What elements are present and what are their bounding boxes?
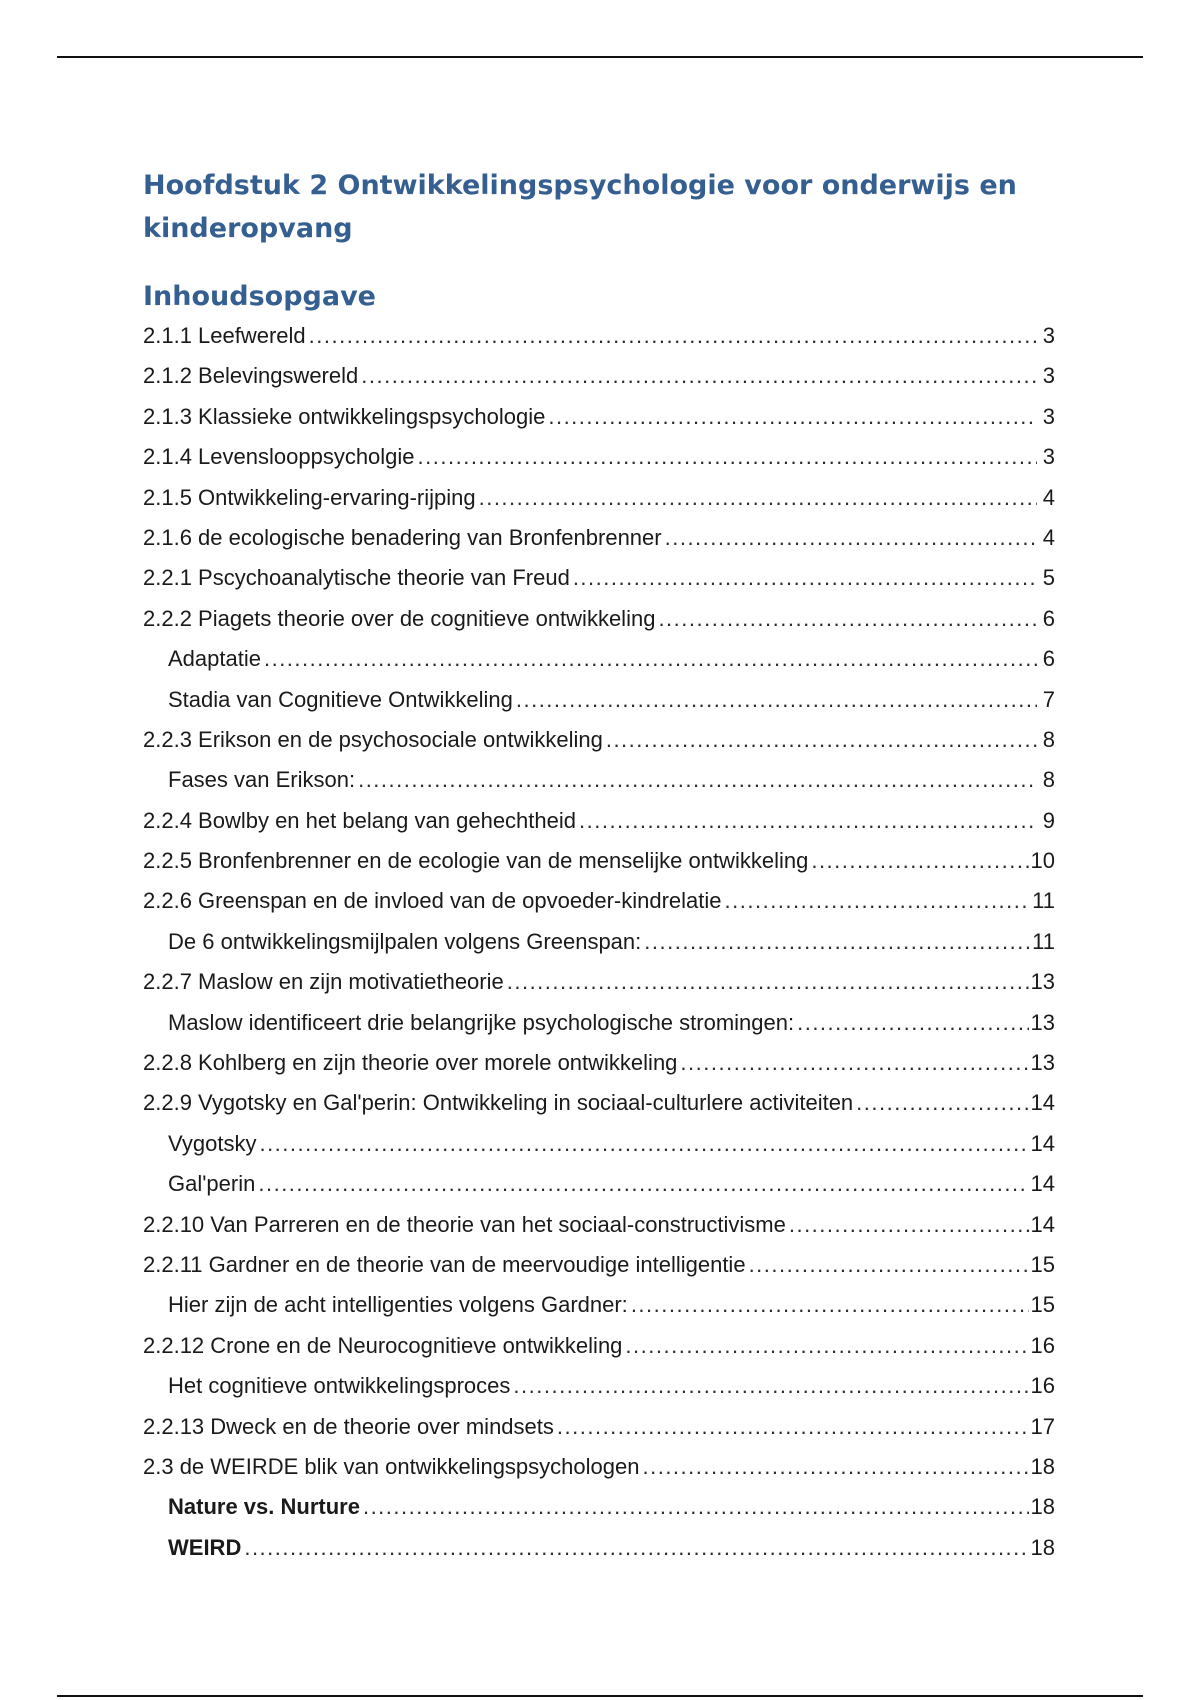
toc-entry[interactable] <box>143 1487 1055 1527</box>
toc-entry[interactable] <box>143 518 1055 558</box>
toc-entry-label: 2.1.1 Leefwereld <box>143 323 306 348</box>
toc-dot-leader <box>658 599 1037 639</box>
toc-dot-leader <box>797 1003 1028 1043</box>
toc-page-number: 13 <box>1030 969 1055 995</box>
toc-entry-label: Het cognitieve ontwikkelingsproces <box>168 1373 511 1399</box>
toc-entry[interactable] <box>143 316 1055 356</box>
toc-entry[interactable] <box>143 801 1055 841</box>
header-rule <box>57 56 1143 58</box>
toc-page-number: 13 <box>1030 1009 1055 1035</box>
toc-entry[interactable] <box>143 922 1055 962</box>
toc-page-number: 11 <box>1032 928 1055 954</box>
toc-entry[interactable] <box>143 1124 1055 1164</box>
toc-dot-leader <box>811 841 1028 881</box>
toc-dot-leader <box>309 316 1037 356</box>
toc-entry[interactable] <box>143 1407 1055 1447</box>
toc-entry-label: 2.2.11 Gardner en de theorie van de meervoudige intelligentie <box>143 1251 746 1277</box>
toc-dot-leader <box>625 1326 1028 1366</box>
toc-entry-label: Gal'perin <box>168 1171 256 1197</box>
toc-page-number: 3 <box>1042 363 1055 389</box>
toc-page-number: 16 <box>1030 1373 1055 1399</box>
toc-page-number: 3 <box>1042 444 1055 470</box>
toc-dot-leader <box>548 397 1037 437</box>
toc-dot-leader <box>513 1366 1028 1406</box>
toc-entry-label: 2.2.7 Maslow en zijn motivatietheorie <box>143 969 504 995</box>
toc-entry-label: 2.2.8 Kohlberg en zijn theorie over morele ontwikkeling <box>143 1050 678 1076</box>
toc-page-number: 4 <box>1042 484 1055 510</box>
toc-dot-leader <box>579 801 1037 841</box>
toc-dot-leader <box>259 1124 1028 1164</box>
toc-entry[interactable] <box>143 680 1055 720</box>
toc-entry[interactable] <box>143 1366 1055 1406</box>
toc-dot-leader <box>418 437 1037 477</box>
toc-dot-leader <box>557 1407 1029 1447</box>
toc-entry[interactable] <box>143 558 1055 598</box>
toc-entry-label: 2.2.13 Dweck en de theorie over mindsets <box>143 1413 554 1439</box>
toc-dot-leader <box>258 1164 1028 1204</box>
toc-entry-label: De 6 ontwikkelingsmijlpalen volgens Greenspan: <box>168 928 642 954</box>
toc-page-number: 17 <box>1030 1413 1055 1439</box>
toc-entry[interactable] <box>143 1447 1055 1487</box>
chapter-title: Hoofdstuk 2 Ontwikkelingspsychologie voor onderwijs en kinderopvang <box>143 170 1017 244</box>
toc-entry-label: Adaptatie <box>168 646 261 672</box>
toc-entry-label: Hier zijn de acht intelligenties volgens Gardner: <box>168 1292 628 1318</box>
toc-entry-label: Stadia van Cognitieve Ontwikkeling <box>168 686 513 712</box>
toc-entry-label: 2.1.5 Ontwikkeling-ervaring-rijping <box>143 484 476 510</box>
toc-entry[interactable] <box>143 478 1055 518</box>
footer-rule <box>57 1695 1143 1697</box>
toc-entry[interactable] <box>143 881 1055 921</box>
toc-page-number: 4 <box>1042 524 1055 550</box>
toc-entry-label: 2.2.2 Piagets theorie over de cognitieve ontwikkeling <box>143 605 656 631</box>
toc-dot-leader <box>264 639 1037 679</box>
toc-page-number: 5 <box>1042 565 1055 591</box>
toc-entry[interactable] <box>143 841 1055 881</box>
toc-entry[interactable] <box>143 720 1055 760</box>
toc-page-number: 16 <box>1030 1332 1055 1358</box>
toc-dot-leader <box>856 1083 1028 1123</box>
toc-entry-label: 2.2.1 Pscychoanalytische theorie van Freud <box>143 565 570 591</box>
toc-entry[interactable] <box>143 760 1055 800</box>
toc-dot-leader <box>507 962 1029 1002</box>
toc-entry-label: 2.1.6 de ecologische benadering van Bronfenbrenner <box>143 524 662 550</box>
toc-page-number: 14 <box>1030 1130 1055 1156</box>
toc-page-number: 18 <box>1030 1534 1055 1560</box>
toc-dot-leader <box>725 881 1031 921</box>
toc-entry[interactable] <box>143 962 1055 1002</box>
toc-entry-label: 2.2.3 Erikson en de psychosociale ontwikkeling <box>143 726 603 752</box>
toc-entry[interactable] <box>143 356 1055 396</box>
toc-heading: Inhoudsopgave <box>143 281 376 312</box>
toc-dot-leader <box>642 1447 1028 1487</box>
toc-page-number: 14 <box>1030 1171 1055 1197</box>
toc-entry[interactable] <box>143 1245 1055 1285</box>
toc-page-number: 3 <box>1042 403 1055 429</box>
toc-dot-leader <box>789 1205 1029 1245</box>
toc-entry[interactable] <box>143 1285 1055 1325</box>
toc-dot-leader <box>680 1043 1028 1083</box>
toc-dot-leader <box>363 1487 1029 1527</box>
toc-entry[interactable] <box>143 397 1055 437</box>
toc-page-number: 14 <box>1030 1211 1055 1237</box>
toc-entry[interactable] <box>143 1205 1055 1245</box>
toc-dot-leader <box>358 760 1037 800</box>
toc-entry-label: 2.1.4 Levenslooppsycholgie <box>143 444 415 470</box>
toc-entry-label: 2.2.10 Van Parreren en de theorie van het sociaal-constructivisme <box>143 1211 786 1237</box>
toc-entry[interactable] <box>143 599 1055 639</box>
toc-dot-leader <box>644 922 1030 962</box>
toc-entry-label: 2.1.2 Belevingswereld <box>143 363 359 389</box>
toc-dot-leader <box>749 1245 1029 1285</box>
toc-dot-leader <box>573 558 1037 598</box>
toc-entry-label: Maslow identificeert drie belangrijke psychologische stromingen: <box>168 1009 795 1035</box>
toc-entry-label: Fases van Erikson: <box>168 767 356 793</box>
toc-entry[interactable] <box>143 1326 1055 1366</box>
toc-entry[interactable] <box>143 1043 1055 1083</box>
toc-entry-label: 2.2.4 Bowlby en het belang van gehechtheid <box>143 807 576 833</box>
toc-entry[interactable] <box>143 1164 1055 1204</box>
toc-entry-label: 2.2.5 Bronfenbrenner en de ecologie van de menselijke ontwikkeling <box>143 848 809 874</box>
toc-dot-leader <box>361 356 1037 396</box>
toc-entry[interactable] <box>143 639 1055 679</box>
toc-page-number: 14 <box>1030 1090 1055 1116</box>
toc-entry-label: Nature vs. Nurture <box>168 1494 360 1520</box>
toc-page-number: 7 <box>1042 686 1055 712</box>
toc-dot-leader <box>665 518 1037 558</box>
toc-dot-leader <box>631 1285 1029 1325</box>
toc-entry-label: 2.3 de WEIRDE blik van ontwikkelingspsychologen <box>143 1453 640 1479</box>
toc-entry-label: Vygotsky <box>168 1130 257 1156</box>
toc-page-number: 18 <box>1030 1494 1055 1520</box>
toc-entry-label: 2.2.9 Vygotsky en Gal'perin: Ontwikkeling in sociaal-culturlere activiteiten <box>143 1090 854 1116</box>
table-of-contents <box>143 316 1055 1568</box>
toc-entry-label: 2.2.6 Greenspan en de invloed van de opvoeder-kindrelatie <box>143 888 722 914</box>
toc-page-number: 11 <box>1032 888 1055 914</box>
toc-entry[interactable] <box>143 1003 1055 1043</box>
toc-entry[interactable] <box>143 1528 1055 1568</box>
toc-entry[interactable] <box>143 1083 1055 1123</box>
toc-dot-leader <box>244 1528 1028 1568</box>
toc-page-number: 13 <box>1030 1050 1055 1076</box>
toc-page-number: 9 <box>1042 807 1055 833</box>
toc-page-number: 18 <box>1030 1453 1055 1479</box>
toc-page-number: 6 <box>1042 605 1055 631</box>
toc-dot-leader <box>516 680 1037 720</box>
toc-entry[interactable] <box>143 437 1055 477</box>
toc-page-number: 15 <box>1030 1292 1055 1318</box>
toc-page-number: 8 <box>1042 767 1055 793</box>
toc-page-number: 15 <box>1030 1251 1055 1277</box>
toc-page-number: 3 <box>1042 323 1055 348</box>
toc-entry-label: 2.2.12 Crone en de Neurocognitieve ontwikkeling <box>143 1332 623 1358</box>
toc-page-number: 10 <box>1030 848 1055 874</box>
toc-page-number: 8 <box>1042 726 1055 752</box>
toc-page-number: 6 <box>1042 646 1055 672</box>
toc-dot-leader <box>606 720 1037 760</box>
toc-entry-label: WEIRD <box>168 1534 242 1560</box>
toc-entry-label: 2.1.3 Klassieke ontwikkelingspsychologie <box>143 403 546 429</box>
toc-dot-leader <box>479 478 1037 518</box>
